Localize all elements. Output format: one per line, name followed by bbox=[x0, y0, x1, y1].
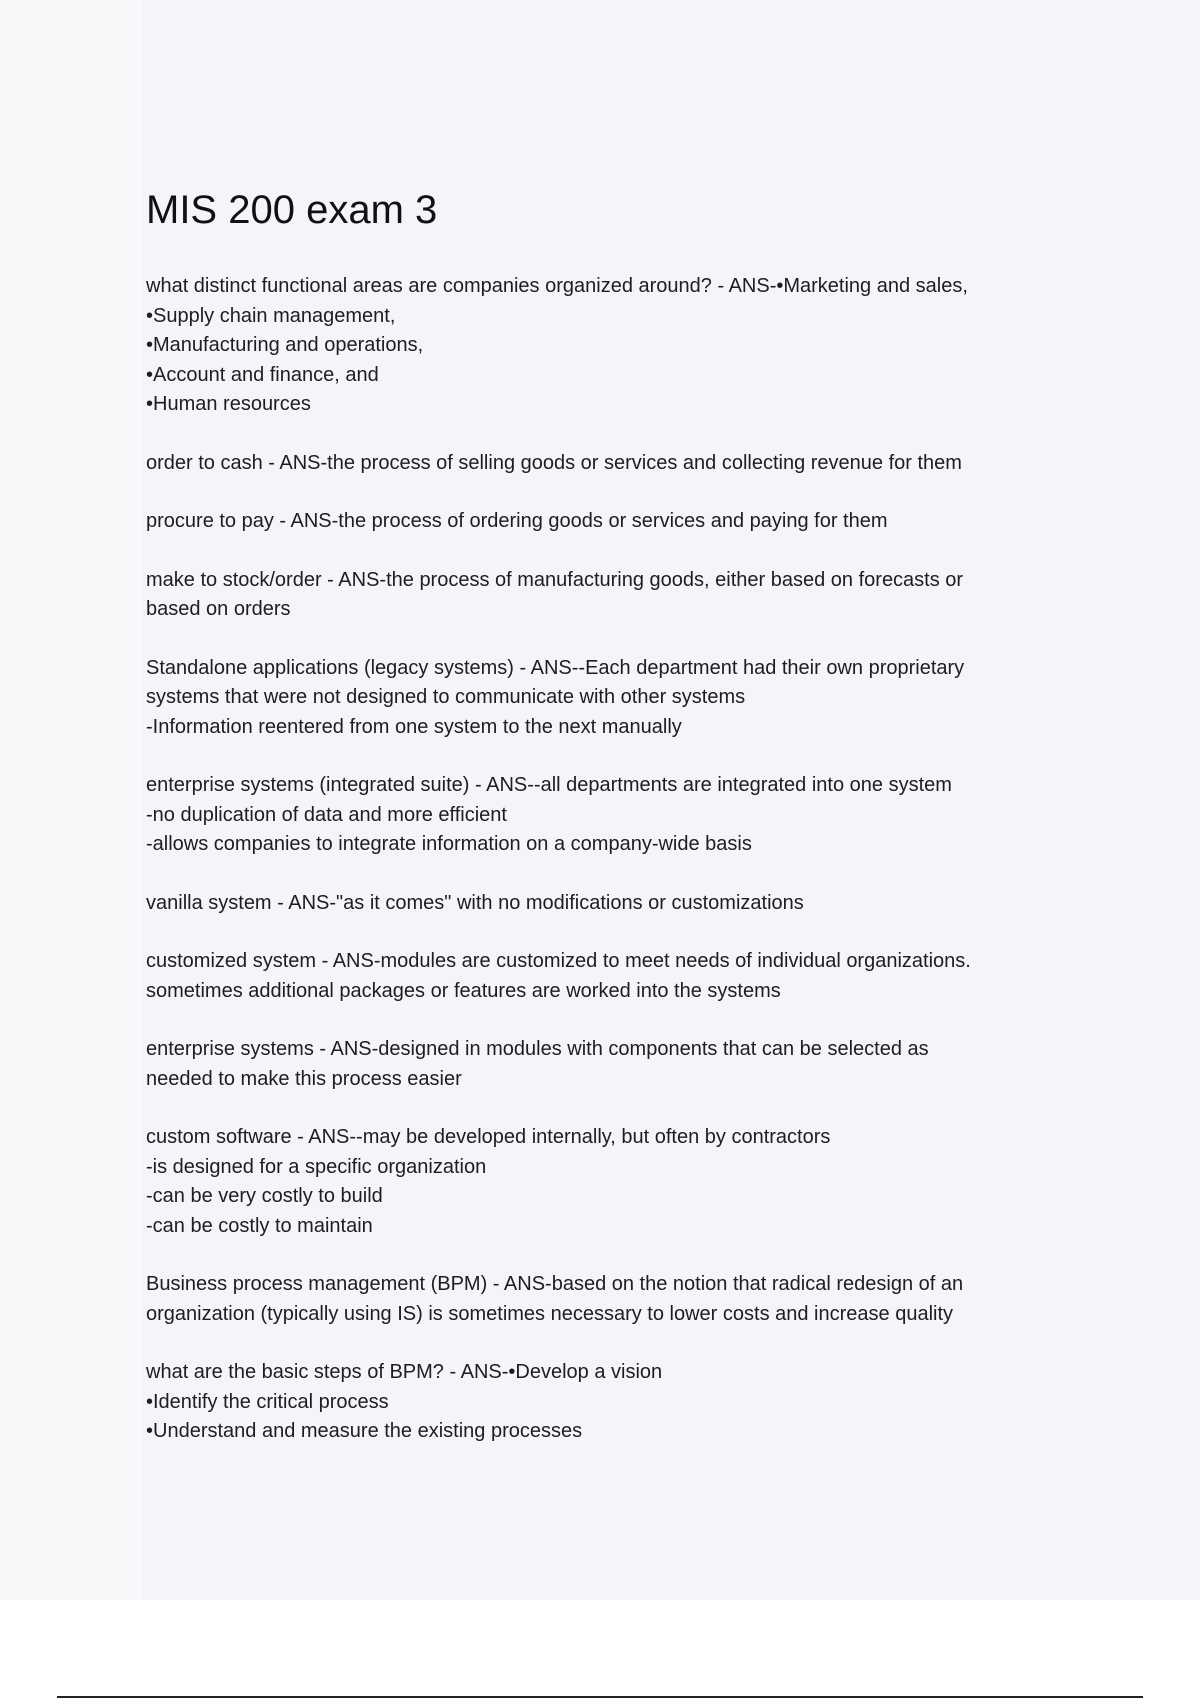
entry-question-line: vanilla system - ANS-"as it comes" with no modifications or customizations bbox=[146, 891, 804, 914]
document-body bbox=[146, 186, 1086, 1476]
qa-entry bbox=[146, 1270, 1086, 1329]
entry-answer-line: -Information reentered from one system to the next manually bbox=[146, 715, 682, 738]
entry-question-line: procure to pay - ANS-the process of ordering goods or services and paying for them bbox=[146, 510, 888, 532]
entry-question-line: Business process management (BPM) - ANS-based on the notion that radical redesign of an bbox=[146, 1273, 964, 1295]
qa-entry bbox=[146, 889, 1086, 919]
entry-answer-line: organization (typically using IS) is sometimes necessary to lower costs and increase quality bbox=[146, 1302, 954, 1325]
qa-entry bbox=[146, 771, 1086, 860]
entry-answer-line: -no duplication of data and more efficient bbox=[146, 803, 507, 826]
entry-question-line: enterprise systems - ANS-designed in modules with components that can be selected as bbox=[146, 1038, 929, 1060]
entry-question-line: make to stock/order - ANS-the process of manufacturing goods, either based on forecasts or bbox=[146, 568, 964, 591]
entry-question-line: custom software - ANS--may be developed internally, but often by contractors bbox=[146, 1126, 831, 1148]
entry-question-line: Standalone applications (legacy systems) - ANS--Each department had their own proprietary bbox=[146, 656, 965, 679]
entry-question-line: what are the basic steps of BPM? - ANS-•Develop a vision bbox=[146, 1361, 663, 1383]
entry-answer-line: -can be costly to maintain bbox=[146, 1214, 373, 1237]
qa-entry bbox=[146, 654, 1086, 743]
qa-entry bbox=[146, 1358, 1086, 1447]
entry-answer-line: •Identify the critical process bbox=[146, 1390, 389, 1413]
entry-question-line: customized system - ANS-modules are customized to meet needs of individual organizations. bbox=[146, 950, 971, 972]
qa-entry bbox=[146, 449, 1086, 479]
entry-question-line: what distinct functional areas are companies organized around? - ANS-•Marketing and sales, bbox=[146, 275, 968, 297]
entry-answer-line: •Human resources bbox=[146, 393, 311, 415]
entry-answer-line: needed to make this process easier bbox=[146, 1067, 462, 1090]
qa-entry bbox=[146, 1123, 1086, 1241]
page-margin-band bbox=[0, 0, 142, 1600]
entry-answer-line: -is designed for a specific organization bbox=[146, 1155, 487, 1178]
entry-answer-line: based on orders bbox=[146, 598, 291, 620]
entry-answer-line: -can be very costly to build bbox=[146, 1185, 383, 1207]
qa-entry bbox=[146, 272, 1086, 420]
entry-question-line: enterprise systems (integrated suite) - ANS--all departments are integrated into one system bbox=[146, 774, 952, 796]
entry-answer-line: -allows companies to integrate information on a company-wide basis bbox=[146, 833, 752, 855]
document-title: MIS 200 exam 3 bbox=[146, 188, 438, 232]
entry-question-line: order to cash - ANS-the process of selling goods or services and collecting revenue for them bbox=[146, 451, 962, 474]
qa-entry bbox=[146, 947, 1086, 1006]
qa-entry bbox=[146, 566, 1086, 625]
entry-answer-line: •Account and finance, and bbox=[146, 363, 379, 386]
entry-list bbox=[146, 272, 1086, 1447]
entry-answer-line: •Understand and measure the existing processes bbox=[146, 1420, 583, 1442]
entry-answer-line: •Manufacturing and operations, bbox=[146, 334, 424, 356]
entry-answer-line: •Supply chain management, bbox=[146, 304, 396, 327]
qa-entry bbox=[146, 507, 1086, 537]
entry-answer-line: sometimes additional packages or features are worked into the systems bbox=[146, 979, 781, 1002]
qa-entry bbox=[146, 1035, 1086, 1094]
footer-divider bbox=[57, 1696, 1143, 1698]
entry-answer-line: systems that were not designed to communicate with other systems bbox=[146, 686, 746, 708]
